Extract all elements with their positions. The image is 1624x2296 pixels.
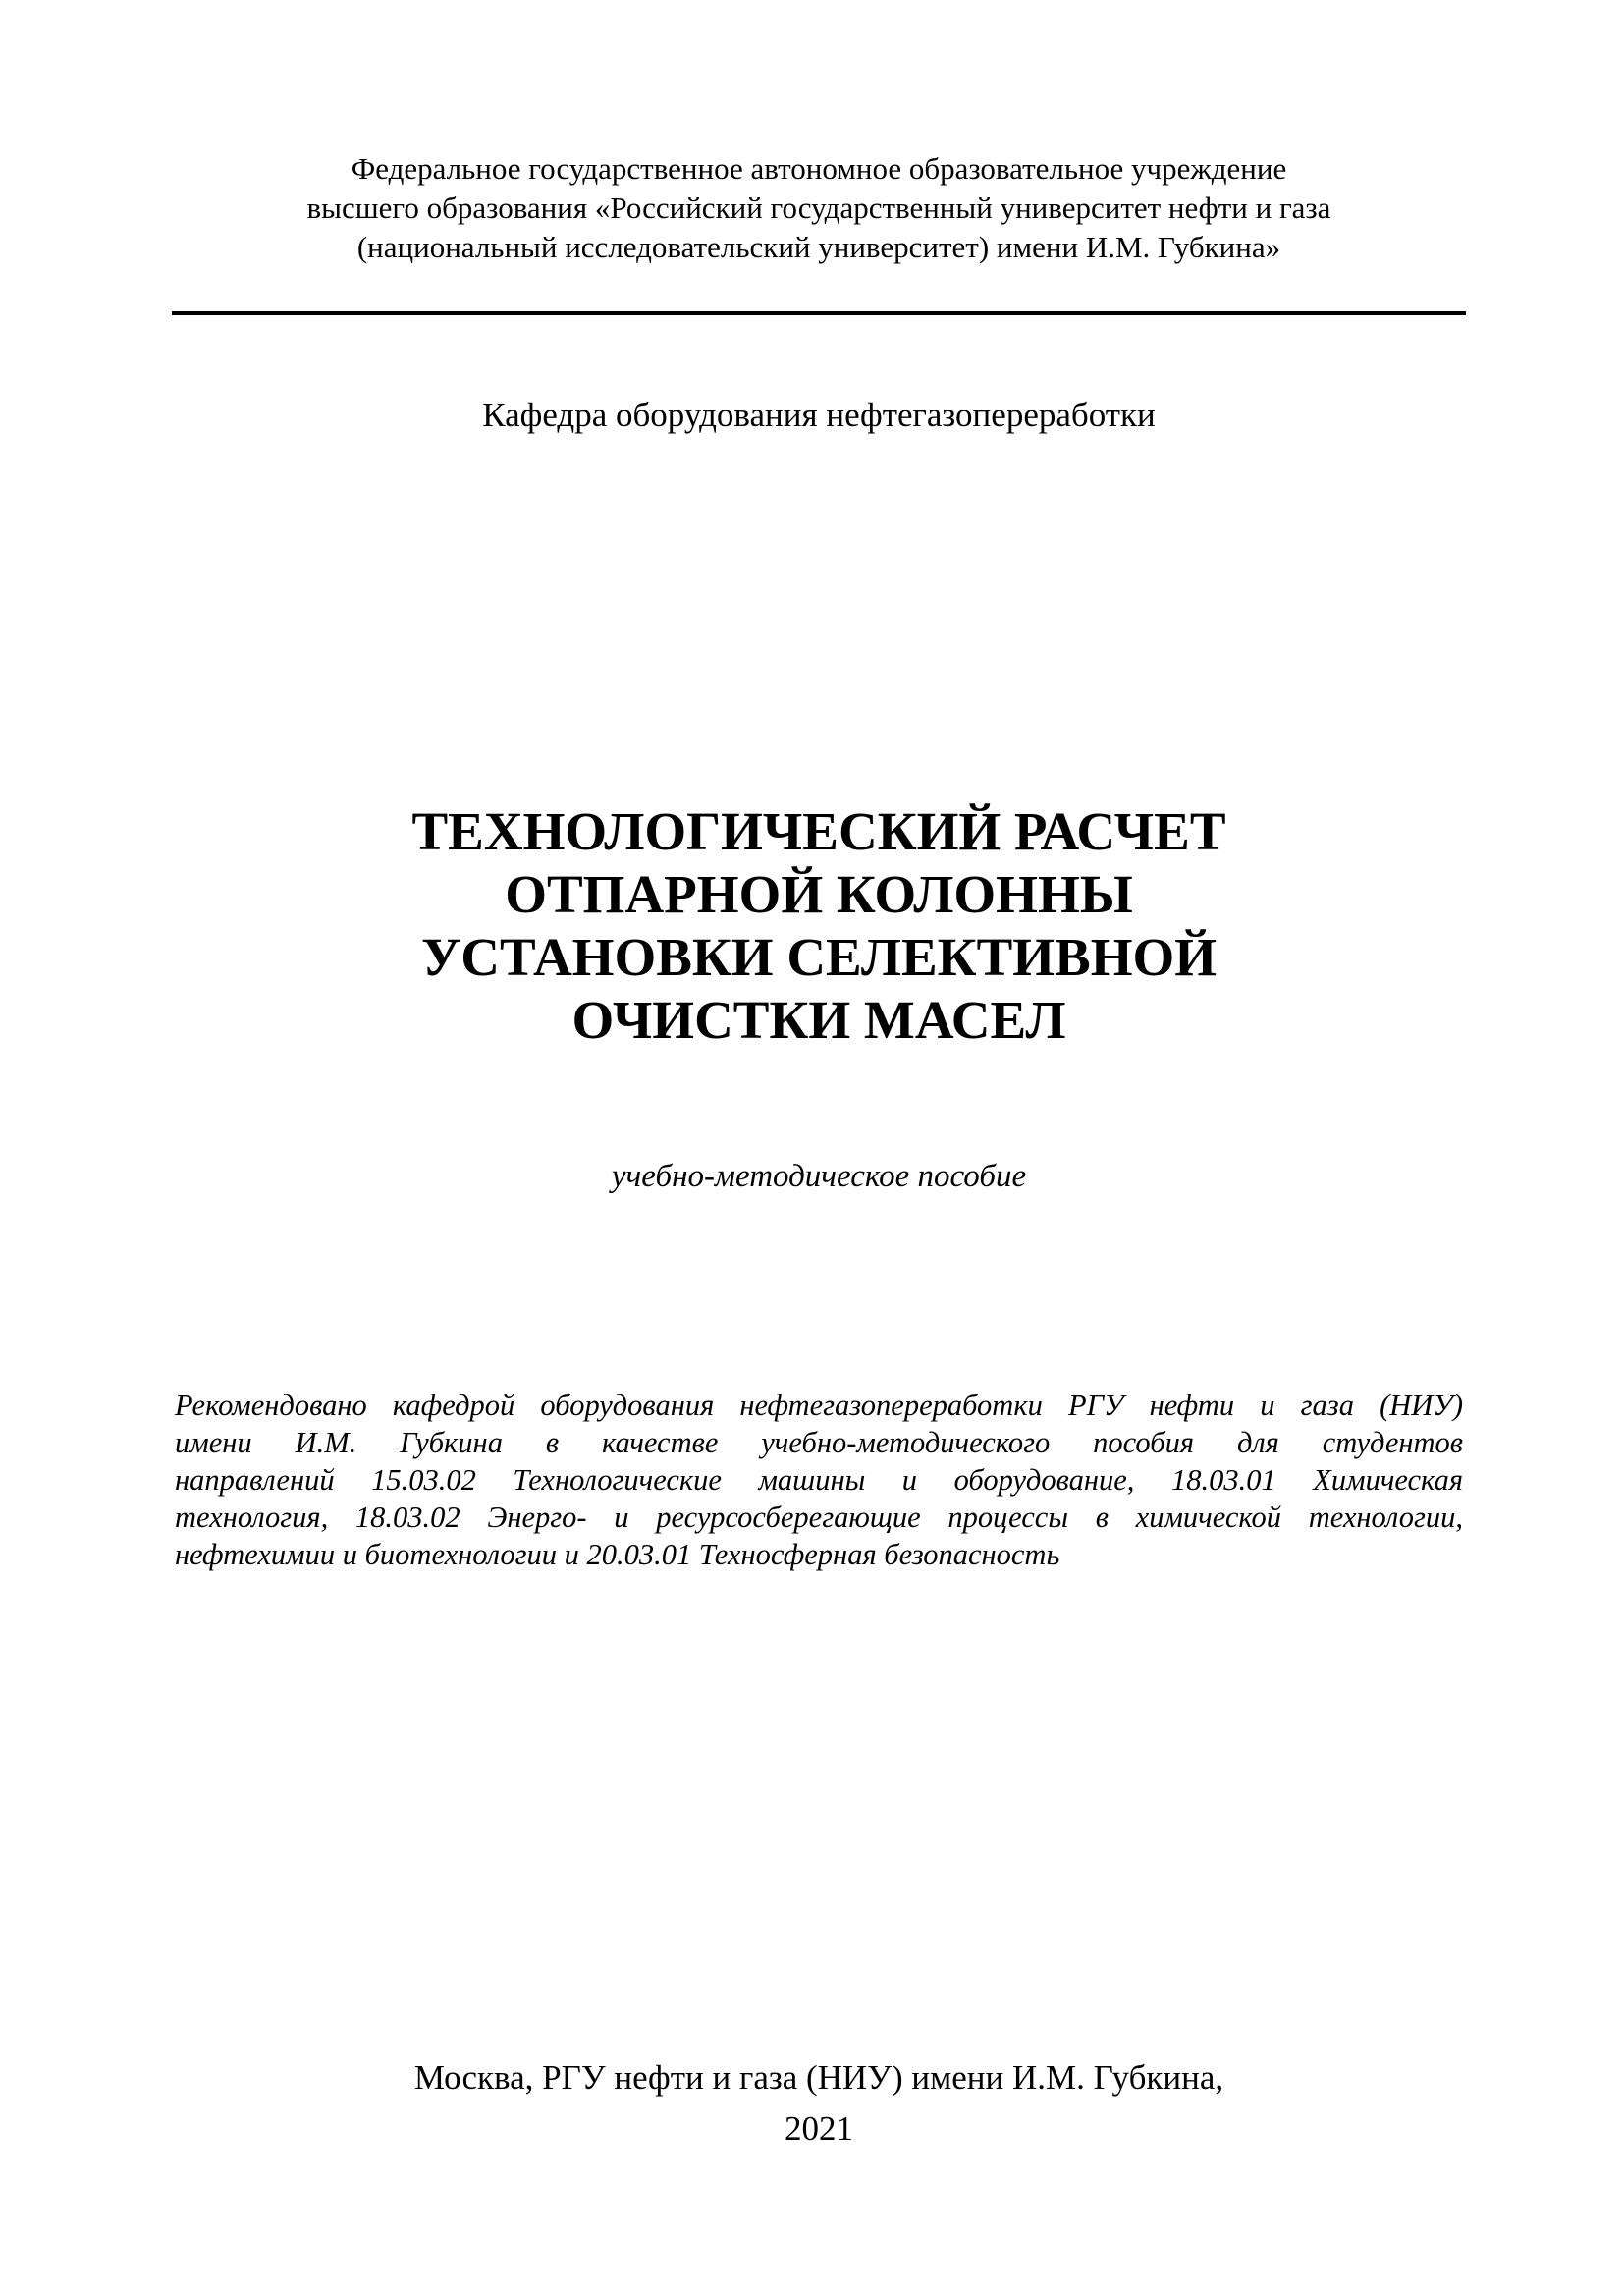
recommendation-line: имени И.М. Губкина в качестве учебно-методического пособия для студентов (175, 1426, 1463, 1459)
title-line: УСТАНОВКИ СЕЛЕКТИВНОЙ (420, 927, 1218, 987)
header-divider (172, 311, 1466, 315)
title-line: ТЕХНОЛОГИЧЕСКИЙ РАСЧЕТ (411, 801, 1226, 861)
recommendation-line: нефтехимии и биотехнологии и 20.03.01 Техносферная безопасность (175, 1538, 1060, 1571)
institution-line: (национальный исследовательский университет) имени И.М. Губкина» (356, 230, 1281, 264)
imprint (172, 2052, 1466, 2155)
institution-line: высшего образования «Российский государственный университет нефти и газа (306, 191, 1331, 225)
title-line: ОЧИСТКИ МАСЕЛ (571, 990, 1066, 1050)
imprint-year: 2021 (785, 2109, 853, 2148)
title-line: ОТПАРНОЙ КОЛОННЫ (505, 864, 1133, 924)
imprint-place-publisher: Москва, РГУ нефти и газа (НИУ) имени И.М. Губкина, (413, 2058, 1224, 2097)
document-title (172, 800, 1466, 1052)
recommendation-line: технология, 18.03.02 Энерго- и ресурсосберегающие процессы в химической технологии, (175, 1501, 1463, 1534)
institution-line: Федеральное государственное автономное образовательное учреждение (351, 151, 1287, 186)
recommendation-note (175, 1387, 1463, 1573)
document-type: учебно-методическое пособие (611, 1159, 1027, 1194)
department-name: Кафедра оборудования нефтегазопереработки (482, 396, 1156, 434)
recommendation-line: направлений 15.03.02 Технологические машины и оборудование, 18.03.01 Химическая (175, 1463, 1463, 1497)
recommendation-line: Рекомендовано кафедрой оборудования нефтегазопереработки РГУ нефти и газа (НИУ) (175, 1389, 1463, 1422)
institution-header (172, 149, 1466, 267)
